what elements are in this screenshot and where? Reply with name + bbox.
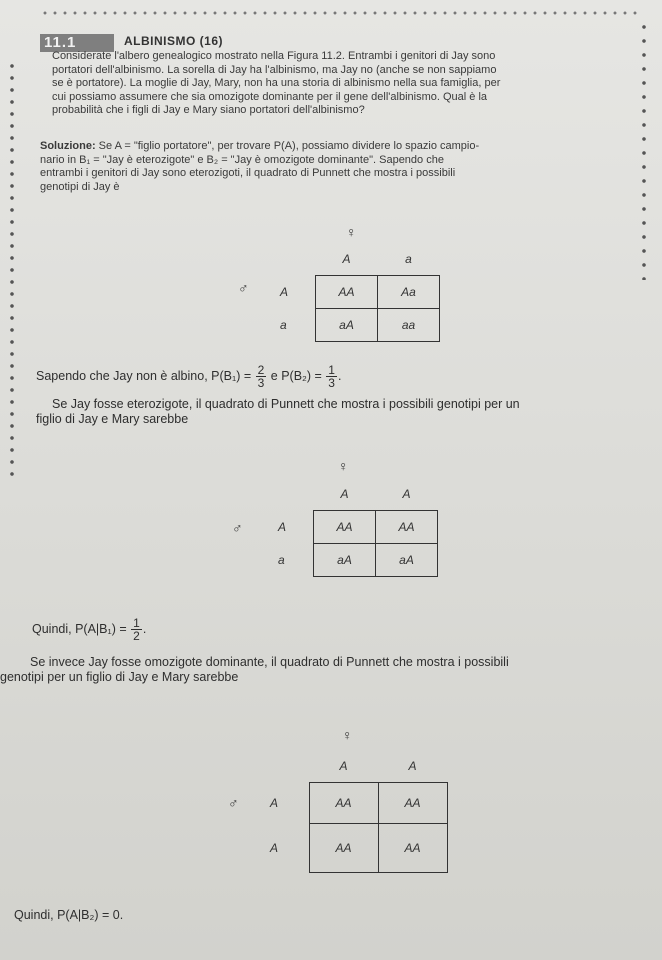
solution-label: Soluzione: [40, 140, 96, 152]
solution-line: entrambi i genitori di Jay sono eterozigoti, il quadrato di Punnett che mostra i possibili [40, 167, 456, 179]
punnett-header-row [280, 243, 440, 276]
homozygous-line: genotipi per un figlio di Jay e Mary sarebbe [0, 670, 239, 684]
probability-b2-prefix: e P(B₂) = [267, 368, 326, 383]
punnett-header-row [278, 478, 438, 511]
punnett-row-header: A [270, 841, 279, 855]
problem-line: se è portatore). La moglie di Jay, Mary, non ha una storia di albinismo nella sua famiglia, per [52, 77, 501, 89]
punnett-row [270, 783, 447, 824]
punnett-row-header: a [280, 318, 287, 332]
punnett-square-heterozygous [278, 478, 438, 577]
punnett-cell: aa [378, 309, 440, 342]
solution-line: nario in B₁ = "Jay è eterozigote" e B₂ = "Jay è omozigote dominante". Sapendo che [40, 153, 444, 166]
solution-text [40, 140, 635, 194]
probability-b-statement: Sapendo che Jay non è albino, P(B₁) = $\frac{2}{3}$ e P(B₂) = $\frac{1}{3}$ . [36, 363, 342, 390]
homozygous-case-text [0, 655, 662, 685]
punnett-cell: AA [378, 783, 447, 824]
decorative-dots-top [40, 10, 640, 16]
punnett-row-header: A [278, 520, 287, 534]
punnett-cell: AA [309, 824, 378, 873]
fraction-two-thirds: $\frac{2}{3}$ [257, 363, 265, 390]
heterozygous-case-text [36, 397, 651, 427]
punnett-col-header: A [309, 750, 378, 783]
punnett-cell: aA [316, 309, 378, 342]
punnett-col-header: a [378, 243, 440, 276]
punnett-cell: AA [378, 824, 447, 873]
punnett-cell: AA [314, 511, 376, 544]
heterozygous-line: Se Jay fosse eterozigote, il quadrato di Punnett che mostra i possibili genotipi per un [52, 397, 520, 411]
punnett-col-header: A [314, 478, 376, 511]
male-symbol-icon: ♂ [238, 280, 249, 296]
male-symbol-icon: ♂ [228, 795, 239, 811]
punnett-row-header: A [280, 285, 289, 299]
punnett-col-header: A [316, 243, 378, 276]
problem-line: probabilità che i figli di Jay e Mary siano portatori dell'albinismo? [52, 104, 365, 116]
fraction-one-half: $\frac{1}{2}$ [133, 616, 140, 643]
problem-text [52, 50, 632, 118]
homozygous-line: Se invece Jay fosse omozigote dominante, il quadrato di Punnett che mostra i possibili [30, 655, 509, 669]
male-symbol-icon: ♂ [232, 520, 243, 536]
punnett-cell: AA [316, 276, 378, 309]
punnett-cell: AA [309, 783, 378, 824]
punnett-row-header: A [270, 796, 279, 810]
punnett-header-row [270, 750, 447, 783]
female-symbol-icon: ♀ [338, 458, 349, 474]
problem-line: portatori dell'albinismo. La sorella di Jay ha l'albinismo, ma Jay no (anche se non sappiamo [52, 63, 497, 76]
solution-line [40, 140, 635, 154]
fraction-one-third: $\frac{1}{3}$ [328, 363, 335, 390]
punnett-cell: aA [314, 544, 376, 577]
female-symbol-icon: ♀ [342, 727, 353, 743]
exercise-title: ALBINISMO (16) [124, 34, 224, 48]
conditional-probability-b2: Quindi, P(A|B₂) = 0. [14, 908, 124, 922]
heterozygous-line: figlio di Jay e Mary sarebbe [36, 412, 189, 426]
decorative-dots-right [640, 20, 648, 280]
punnett-col-header: A [378, 750, 447, 783]
exercise-number-badge: 11.1 [40, 34, 114, 52]
solution-line-text: Se A = "figlio portatore", per trovare P(A), possiamo dividere lo spazio campio- [95, 140, 480, 152]
punnett-row [280, 309, 440, 342]
punnett-square-homozygous [270, 750, 448, 873]
punnett-cell: aA [376, 544, 438, 577]
punnett-row [278, 544, 438, 577]
punnett-cell: Aa [378, 276, 440, 309]
solution-line: genotipi di Jay è [40, 180, 120, 193]
probability-b1-prefix: Sapendo che Jay non è albino, P(B₁) = [36, 368, 255, 383]
punnett-col-header: A [376, 478, 438, 511]
problem-line: Considerate l'albero genealogico mostrato nella Figura 11.2. Entrambi i genitori di Jay sono [52, 50, 496, 62]
punnett-square-jay-genotypes [280, 243, 440, 342]
punnett-row-header: a [278, 553, 285, 567]
female-symbol-icon: ♀ [346, 224, 357, 240]
conditional-probability-b1: Quindi, P(A|B₁) = $\frac{1}{2}$ . [32, 616, 147, 643]
punnett-row [270, 824, 447, 873]
punnett-row [278, 511, 438, 544]
punnett-row [280, 276, 440, 309]
problem-line: cui possiamo assumere che sia omozigote dominante per il gene dell'albinismo. Qual è la [52, 90, 487, 103]
punnett-cell: AA [376, 511, 438, 544]
decorative-dots-left [8, 60, 16, 480]
